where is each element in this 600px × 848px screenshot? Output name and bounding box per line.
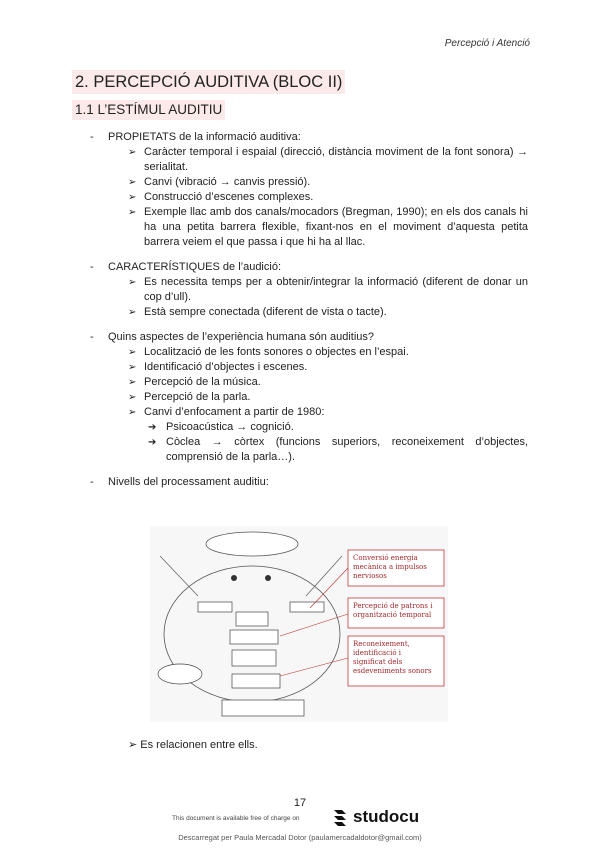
auditory-processing-diagram: [150, 526, 448, 722]
running-header: Percepció i Atenció: [444, 38, 530, 49]
dash-bullet: -: [90, 476, 94, 488]
section-title: Quins aspectes de l’experiència humana són auditius?: [108, 331, 374, 343]
ear-icon: [265, 575, 271, 581]
arrowhead-bullet-icon: ➢: [128, 192, 137, 203]
list-item: ➢ Percepció de la música.: [128, 376, 261, 388]
section-title: CARACTERÍSTIQUES de l’audició:: [108, 261, 281, 273]
diagram-box: [198, 602, 232, 612]
list-item: ➢ Percepció de la parla.: [128, 391, 251, 403]
diagram-box: [232, 650, 276, 666]
diagram-ellipse: [158, 664, 202, 684]
arrowhead-bullet-icon: ➢: [128, 377, 137, 388]
arrowhead-bullet-icon: ➢: [128, 739, 141, 751]
section-propietats: [72, 130, 528, 250]
arrowhead-bullet-icon: ➢: [128, 407, 137, 418]
studocu-brand[interactable]: [330, 806, 419, 828]
list-item: ➢ Està sempre conectada (diferent de vista o tacte).: [128, 306, 387, 318]
annotation-label: Percepció de patrons i organització temporal: [353, 602, 433, 619]
diagram-box: [236, 612, 268, 626]
right-arrow-bullet-icon: ➔: [148, 422, 157, 433]
arrowhead-bullet-icon: ➢: [128, 392, 137, 403]
list-item: ➢ Canvi d’enfocament a partir de 1980:: [128, 406, 325, 418]
arrowhead-bullet-icon: ➢: [128, 147, 137, 158]
document-body: [72, 130, 528, 500]
page-number: 17: [293, 797, 307, 809]
annotation-label: Conversió energia mecànica a impulsos nerviosos: [353, 554, 427, 580]
download-notice: Descarregat per Paula Mercadal Dotor (paulamercadaldotor@gmail.com): [178, 833, 422, 842]
right-arrow-bullet-icon: ➔: [148, 437, 157, 448]
annotation-label: Reconeixement, identificació i significat dels esdeveniments sonors: [353, 640, 432, 675]
section-title: PROPIETATS de la informació auditiva:: [108, 131, 301, 143]
list-item: ➢ Canvi (vibració → canvis pressió).: [128, 176, 311, 188]
footer-notice: This document is available free of charge on: [172, 815, 300, 822]
list-item: ➢ Exemple llac amb dos canals/mocadors (Bregman, 1990); en els dos canals hi ha una petita barrera flexible, fixant-nos en el moviment d’aquesta petita barrera veiem el que passa i que hi ha al llac.: [128, 206, 528, 248]
section-caracteristiques: [72, 260, 528, 320]
list-item: ➢ Caràcter temporal i espaial (direcció, distància moviment de la font sonora) → serialitat.: [128, 146, 528, 173]
list-item: ➢ Es necessita temps per a obtenir/integrar la informació (diferent de donar un cop d’ull).: [128, 276, 528, 303]
arrowhead-bullet-icon: ➢: [128, 347, 137, 358]
ear-icon: [231, 575, 237, 581]
arrowhead-bullet-icon: ➢: [128, 207, 137, 218]
section-title: Nivells del processament auditiu:: [108, 476, 269, 488]
diagram-box: [232, 674, 280, 688]
brand-name: studocu: [353, 807, 420, 826]
section-heading: 2. PERCEPCIÓ AUDITIVA (BLOC II): [72, 70, 345, 94]
section-nivells: [72, 475, 528, 490]
list-item: ➢ Identificació d’objectes i escenes.: [128, 361, 308, 373]
brain-shape: [206, 532, 298, 556]
diagram-box: [230, 630, 278, 644]
subsection-heading: 1.1 L’ESTÍMUL AUDITIU: [72, 100, 225, 120]
list-item: ➢ Localització de les fonts sonores o objectes en l’espai.: [128, 346, 409, 358]
sub-list-item: ➔ Còclea → còrtex (funcions superiors, reconeixement d’objectes, comprensió de la parla…).: [148, 436, 528, 463]
diagram-box: [290, 602, 324, 612]
after-figure-item: ➢ Es relacionen entre ells.: [128, 739, 258, 751]
arrowhead-bullet-icon: ➢: [128, 362, 137, 373]
sub-list-item: ➔ Psicoacústica → cognició.: [148, 421, 294, 433]
section-aspectes: [72, 330, 528, 465]
arrowhead-bullet-icon: ➢: [128, 177, 137, 188]
dash-bullet: -: [90, 331, 94, 343]
arrowhead-bullet-icon: ➢: [128, 307, 137, 318]
list-item: ➢ Construcció d’escenes complexes.: [128, 191, 314, 203]
arrowhead-bullet-icon: ➢: [128, 277, 137, 288]
dash-bullet: -: [90, 261, 94, 273]
diagram-box: [222, 700, 304, 716]
dash-bullet: -: [90, 131, 94, 143]
studocu-logo-icon: [330, 807, 350, 827]
